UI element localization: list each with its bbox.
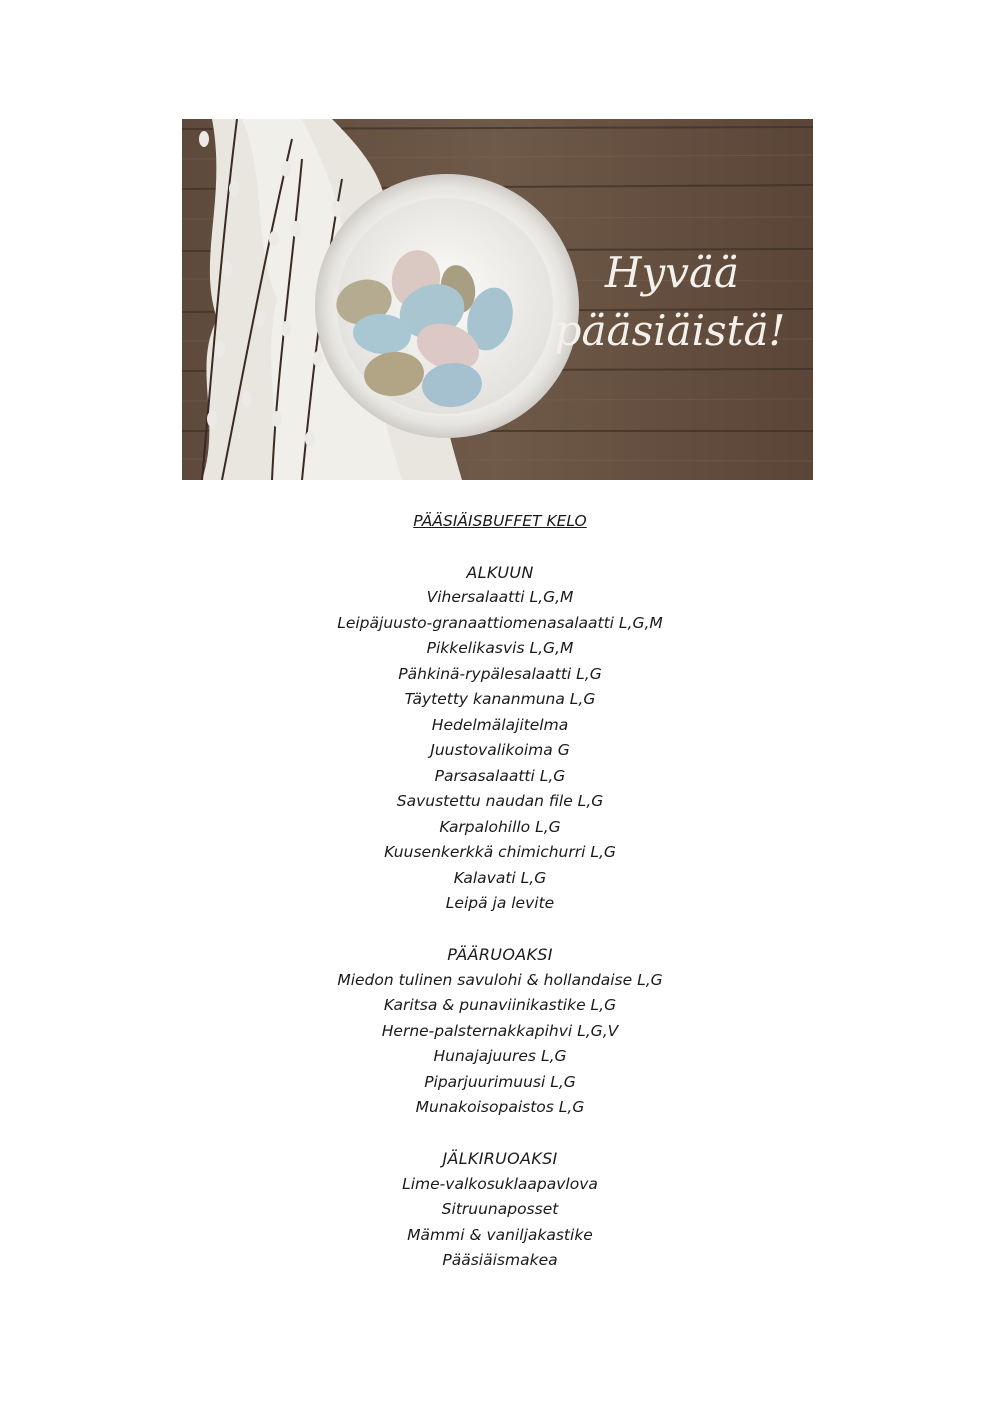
menu-item: Leipäjuusto-granaattiomenasalaatti L,G,M [337,613,663,632]
menu-item: Herne-palsternakkapihvi L,G,V [381,1021,619,1040]
menu-item: Munakoisopaistos L,G [415,1098,585,1116]
menu-item: Pikkelikasvis L,G,M [426,639,574,657]
menu-item: Sitruunaposset [441,1200,559,1218]
menu-item: Kalavati L,G [453,868,547,887]
section-heading-starters: ALKUUN [466,562,534,582]
menu-item: Parsasalaatti L,G [434,766,566,785]
menu-item: Lime-valkosuklaapavlova [402,1174,598,1193]
greeting-line-1: Hyvää [604,248,740,297]
menu-item: Miedon tulinen savulohi & hollandaise L,G [337,970,663,989]
menu-item: Pähkinä-rypälesalaatti L,G [398,664,602,683]
menu-item: Pääsiäismakea [442,1251,558,1269]
menu-item: Karitsa & punaviinikastike L,G [383,996,617,1014]
buffet-menu [0,508,1000,1274]
section-heading-mains: PÄÄRUOAKSI [447,945,553,964]
greeting-line-2: pääsiäistä! [554,306,786,355]
easter-banner-image [182,119,813,480]
menu-item: Kuusenkerkkä chimichurri L,G [384,843,616,861]
menu-item: Täytetty kananmuna L,G [404,690,596,708]
menu-item: Mämmi & vaniljakastike [407,1225,593,1244]
section-heading-desserts: JÄLKIRUOAKSI [442,1149,558,1168]
menu-item: Vihersalaatti L,G,M [426,588,574,606]
menu-title: PÄÄSIÄISBUFFET KELO [413,512,587,530]
menu-item: Juustovalikoima G [430,741,570,759]
menu-item: Piparjuurimuusi L,G [424,1072,576,1091]
menu-item: Hedelmälajitelma [431,715,569,734]
menu-item: Savustettu naudan file L,G [396,792,604,810]
menu-item: Leipä ja levite [445,894,555,912]
menu-item: Hunajajuures L,G [433,1047,567,1065]
menu-item: Karpalohillo L,G [439,817,561,836]
